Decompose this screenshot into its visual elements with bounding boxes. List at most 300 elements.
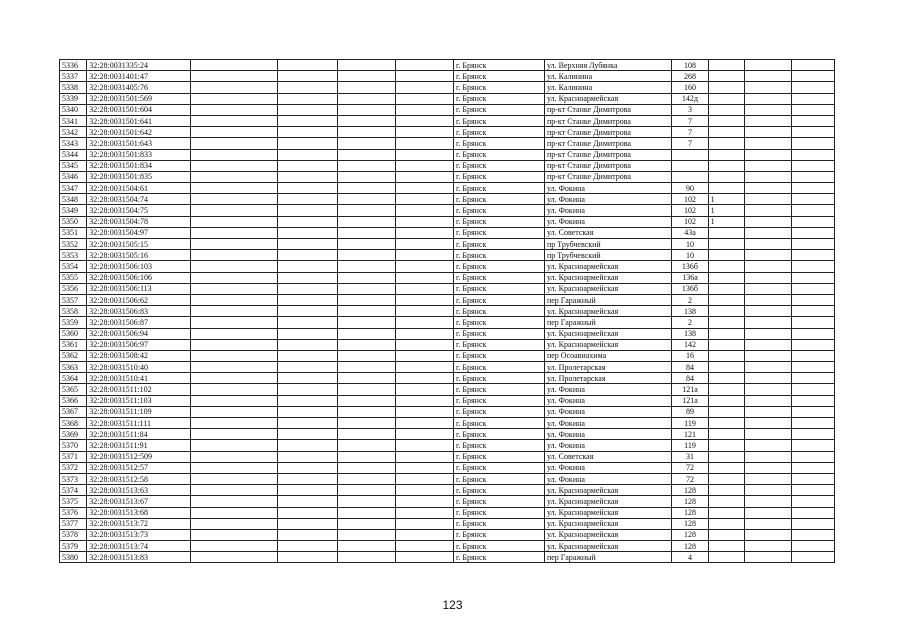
cell-flag bbox=[708, 496, 744, 507]
cell-house: 7 bbox=[672, 127, 708, 138]
cell-empty bbox=[745, 328, 791, 339]
cell-house: 102 bbox=[672, 205, 708, 216]
cell-empty bbox=[396, 115, 454, 126]
cell-empty bbox=[191, 317, 278, 328]
cell-empty bbox=[745, 496, 791, 507]
cell-empty bbox=[396, 194, 454, 205]
cell-empty bbox=[396, 71, 454, 82]
cell-cadastre: 32:28:0031513:67 bbox=[87, 496, 191, 507]
cell-n: 5336 bbox=[60, 60, 87, 71]
cell-empty bbox=[396, 552, 454, 563]
cell-house: 2 bbox=[672, 317, 708, 328]
cell-empty bbox=[396, 171, 454, 182]
cell-flag bbox=[708, 149, 744, 160]
cell-empty bbox=[745, 529, 791, 540]
cell-n: 5380 bbox=[60, 552, 87, 563]
cell-house: 72 bbox=[672, 462, 708, 473]
cell-empty bbox=[278, 429, 338, 440]
cell-empty bbox=[396, 485, 454, 496]
cell-cadastre: 32:28:0031512:509 bbox=[87, 451, 191, 462]
cell-empty bbox=[745, 339, 791, 350]
cell-empty bbox=[337, 71, 396, 82]
cell-cadastre: 32:28:0031512:57 bbox=[87, 462, 191, 473]
cell-empty bbox=[791, 216, 835, 227]
cell-empty bbox=[791, 473, 835, 484]
cell-street: пр-кт Станке Димитрова bbox=[544, 115, 671, 126]
cell-empty bbox=[396, 306, 454, 317]
cell-empty bbox=[396, 473, 454, 484]
cell-empty bbox=[396, 496, 454, 507]
cell-empty bbox=[396, 294, 454, 305]
cell-house: 89 bbox=[672, 406, 708, 417]
cell-empty bbox=[337, 529, 396, 540]
cell-empty bbox=[191, 250, 278, 261]
table-row bbox=[60, 227, 835, 238]
cell-city: г. Брянск bbox=[454, 294, 545, 305]
cell-empty bbox=[745, 350, 791, 361]
cell-empty bbox=[745, 71, 791, 82]
cell-empty bbox=[278, 552, 338, 563]
cell-flag bbox=[708, 93, 744, 104]
cell-city: г. Брянск bbox=[454, 60, 545, 71]
cell-city: г. Брянск bbox=[454, 518, 545, 529]
cell-street: ул. Фокина bbox=[544, 395, 671, 406]
table-row bbox=[60, 171, 835, 182]
cell-empty bbox=[191, 496, 278, 507]
cell-n: 5370 bbox=[60, 440, 87, 451]
cell-empty bbox=[745, 171, 791, 182]
cell-empty bbox=[191, 272, 278, 283]
cell-empty bbox=[396, 507, 454, 518]
cell-empty bbox=[396, 350, 454, 361]
cell-house: 16 bbox=[672, 350, 708, 361]
cell-empty bbox=[278, 529, 338, 540]
cell-house: 136а bbox=[672, 272, 708, 283]
cell-street: ул. Красноармейская bbox=[544, 261, 671, 272]
cell-city: г. Брянск bbox=[454, 541, 545, 552]
cell-empty bbox=[745, 507, 791, 518]
cell-empty bbox=[791, 328, 835, 339]
cell-empty bbox=[791, 93, 835, 104]
cell-cadastre: 32:28:0031501:641 bbox=[87, 115, 191, 126]
cell-empty bbox=[396, 429, 454, 440]
cell-n: 5346 bbox=[60, 171, 87, 182]
cell-house: 128 bbox=[672, 541, 708, 552]
cell-n: 5337 bbox=[60, 71, 87, 82]
cell-house bbox=[672, 160, 708, 171]
cell-city: г. Брянск bbox=[454, 462, 545, 473]
cell-n: 5364 bbox=[60, 373, 87, 384]
cell-city: г. Брянск bbox=[454, 339, 545, 350]
cell-city: г. Брянск bbox=[454, 429, 545, 440]
cell-n: 5342 bbox=[60, 127, 87, 138]
cell-empty bbox=[337, 518, 396, 529]
cell-cadastre: 32:28:0031504:74 bbox=[87, 194, 191, 205]
table-row bbox=[60, 496, 835, 507]
cell-empty bbox=[191, 384, 278, 395]
cell-empty bbox=[278, 183, 338, 194]
cell-empty bbox=[191, 171, 278, 182]
cell-house: 142д bbox=[672, 93, 708, 104]
cell-house: 102 bbox=[672, 194, 708, 205]
cell-n: 5365 bbox=[60, 384, 87, 395]
cell-empty bbox=[791, 496, 835, 507]
cell-cadastre: 32:28:0031511:102 bbox=[87, 384, 191, 395]
cell-empty bbox=[791, 250, 835, 261]
cell-empty bbox=[337, 406, 396, 417]
cell-empty bbox=[396, 395, 454, 406]
cell-flag bbox=[708, 406, 744, 417]
table-row bbox=[60, 529, 835, 540]
cell-street: пр Трубчевский bbox=[544, 250, 671, 261]
cell-n: 5349 bbox=[60, 205, 87, 216]
cell-empty bbox=[396, 60, 454, 71]
cell-street: ул. Пролетарская bbox=[544, 373, 671, 384]
cell-empty bbox=[278, 239, 338, 250]
cell-city: г. Брянск bbox=[454, 473, 545, 484]
cell-flag bbox=[708, 104, 744, 115]
table-row bbox=[60, 71, 835, 82]
cell-empty bbox=[337, 239, 396, 250]
table-row bbox=[60, 93, 835, 104]
cell-empty bbox=[191, 440, 278, 451]
cell-empty bbox=[278, 328, 338, 339]
cell-empty bbox=[396, 406, 454, 417]
cell-empty bbox=[396, 451, 454, 462]
table-row bbox=[60, 429, 835, 440]
cell-house: 128 bbox=[672, 518, 708, 529]
cell-city: г. Брянск bbox=[454, 496, 545, 507]
cell-empty bbox=[396, 518, 454, 529]
cell-house bbox=[672, 171, 708, 182]
table-row bbox=[60, 317, 835, 328]
cell-street: ул. Верхняя Лубянка bbox=[544, 60, 671, 71]
cell-empty bbox=[337, 138, 396, 149]
cell-empty bbox=[278, 138, 338, 149]
cell-flag bbox=[708, 138, 744, 149]
table-row bbox=[60, 473, 835, 484]
cell-empty bbox=[337, 250, 396, 261]
cell-empty bbox=[745, 406, 791, 417]
cell-city: г. Брянск bbox=[454, 250, 545, 261]
cell-cadastre: 32:28:0031501:642 bbox=[87, 127, 191, 138]
cell-house: 136б bbox=[672, 261, 708, 272]
cell-empty bbox=[791, 115, 835, 126]
cell-empty bbox=[278, 60, 338, 71]
cell-cadastre: 32:28:0031506:97 bbox=[87, 339, 191, 350]
cell-empty bbox=[337, 395, 396, 406]
cell-street: пр-кт Станке Димитрова bbox=[544, 160, 671, 171]
cell-n: 5343 bbox=[60, 138, 87, 149]
cell-city: г. Брянск bbox=[454, 194, 545, 205]
cell-street: пр Трубчевский bbox=[544, 239, 671, 250]
cell-city: г. Брянск bbox=[454, 384, 545, 395]
cell-empty bbox=[191, 239, 278, 250]
cell-empty bbox=[396, 93, 454, 104]
cell-empty bbox=[745, 362, 791, 373]
cell-empty bbox=[745, 395, 791, 406]
cell-empty bbox=[791, 71, 835, 82]
cell-n: 5341 bbox=[60, 115, 87, 126]
cell-empty bbox=[337, 205, 396, 216]
cell-empty bbox=[396, 250, 454, 261]
cell-flag bbox=[708, 261, 744, 272]
cell-street: пр-кт Станке Димитрова bbox=[544, 104, 671, 115]
cell-flag bbox=[708, 473, 744, 484]
cell-empty bbox=[337, 362, 396, 373]
cell-empty bbox=[396, 216, 454, 227]
cell-empty bbox=[791, 429, 835, 440]
cell-empty bbox=[791, 339, 835, 350]
table-row bbox=[60, 339, 835, 350]
cell-flag bbox=[708, 529, 744, 540]
cell-street: ул. Фокина bbox=[544, 462, 671, 473]
cell-empty bbox=[191, 462, 278, 473]
cell-empty bbox=[745, 518, 791, 529]
cell-empty bbox=[337, 350, 396, 361]
cell-n: 5363 bbox=[60, 362, 87, 373]
cell-street: ул. Красноармейская bbox=[544, 93, 671, 104]
cell-empty bbox=[337, 160, 396, 171]
cell-n: 5360 bbox=[60, 328, 87, 339]
cell-n: 5345 bbox=[60, 160, 87, 171]
cell-empty bbox=[396, 362, 454, 373]
cell-n: 5361 bbox=[60, 339, 87, 350]
cell-empty bbox=[278, 216, 338, 227]
cell-empty bbox=[745, 138, 791, 149]
cell-cadastre: 32:28:0031504:75 bbox=[87, 205, 191, 216]
cell-empty bbox=[745, 127, 791, 138]
table-row bbox=[60, 160, 835, 171]
cell-empty bbox=[791, 104, 835, 115]
cell-empty bbox=[337, 429, 396, 440]
cell-empty bbox=[337, 306, 396, 317]
cell-street: ул. Фокина bbox=[544, 473, 671, 484]
cell-empty bbox=[396, 384, 454, 395]
cell-n: 5373 bbox=[60, 473, 87, 484]
table-row bbox=[60, 451, 835, 462]
cell-empty bbox=[278, 115, 338, 126]
cell-flag bbox=[708, 541, 744, 552]
cell-house: 128 bbox=[672, 496, 708, 507]
cell-city: г. Брянск bbox=[454, 451, 545, 462]
cell-street: ул. Фокина bbox=[544, 183, 671, 194]
cell-cadastre: 32:28:0031505:15 bbox=[87, 239, 191, 250]
cell-cadastre: 32:28:0031508:42 bbox=[87, 350, 191, 361]
cell-street: ул. Красноармейская bbox=[544, 541, 671, 552]
cell-empty bbox=[745, 373, 791, 384]
cell-cadastre: 32:28:0031510:41 bbox=[87, 373, 191, 384]
cell-empty bbox=[745, 93, 791, 104]
cell-empty bbox=[191, 306, 278, 317]
cell-cadastre: 32:28:0031513:74 bbox=[87, 541, 191, 552]
cell-cadastre: 32:28:0031506:62 bbox=[87, 294, 191, 305]
cell-empty bbox=[278, 272, 338, 283]
cell-empty bbox=[791, 395, 835, 406]
cell-n: 5371 bbox=[60, 451, 87, 462]
cell-house: 142 bbox=[672, 339, 708, 350]
cell-house: 84 bbox=[672, 373, 708, 384]
cell-city: г. Брянск bbox=[454, 350, 545, 361]
cell-empty bbox=[191, 227, 278, 238]
cell-n: 5352 bbox=[60, 239, 87, 250]
cell-empty bbox=[745, 552, 791, 563]
cell-empty bbox=[396, 462, 454, 473]
cell-house: 121а bbox=[672, 395, 708, 406]
cell-empty bbox=[191, 82, 278, 93]
cell-empty bbox=[396, 283, 454, 294]
cell-flag bbox=[708, 250, 744, 261]
cell-city: г. Брянск bbox=[454, 82, 545, 93]
cell-city: г. Брянск bbox=[454, 552, 545, 563]
cell-city: г. Брянск bbox=[454, 138, 545, 149]
cell-n: 5350 bbox=[60, 216, 87, 227]
cell-house: 268 bbox=[672, 71, 708, 82]
table-row bbox=[60, 82, 835, 93]
cell-empty bbox=[745, 160, 791, 171]
cell-empty bbox=[337, 149, 396, 160]
cell-flag bbox=[708, 518, 744, 529]
cell-city: г. Брянск bbox=[454, 93, 545, 104]
table-row bbox=[60, 261, 835, 272]
cell-cadastre: 32:28:0031513:63 bbox=[87, 485, 191, 496]
cell-flag bbox=[708, 485, 744, 496]
cell-flag: 1 bbox=[708, 205, 744, 216]
cell-empty bbox=[791, 451, 835, 462]
cell-n: 5356 bbox=[60, 283, 87, 294]
cell-empty bbox=[791, 362, 835, 373]
cell-city: г. Брянск bbox=[454, 149, 545, 160]
cadastre-table bbox=[59, 59, 835, 563]
cell-empty bbox=[278, 440, 338, 451]
cell-empty bbox=[791, 239, 835, 250]
cell-street: ул. Калинина bbox=[544, 82, 671, 93]
cell-n: 5357 bbox=[60, 294, 87, 305]
cell-flag bbox=[708, 552, 744, 563]
cell-empty bbox=[337, 82, 396, 93]
table-row bbox=[60, 418, 835, 429]
cell-empty bbox=[791, 418, 835, 429]
cell-n: 5355 bbox=[60, 272, 87, 283]
cell-empty bbox=[396, 183, 454, 194]
cell-empty bbox=[278, 362, 338, 373]
cell-empty bbox=[791, 272, 835, 283]
cell-empty bbox=[191, 406, 278, 417]
table-row bbox=[60, 507, 835, 518]
cell-flag bbox=[708, 395, 744, 406]
table-row bbox=[60, 104, 835, 115]
cell-empty bbox=[745, 183, 791, 194]
cell-street: ул. Фокина bbox=[544, 429, 671, 440]
cell-flag bbox=[708, 127, 744, 138]
cell-empty bbox=[191, 216, 278, 227]
cell-street: ул. Красноармейская bbox=[544, 328, 671, 339]
cell-cadastre: 32:28:0031501:604 bbox=[87, 104, 191, 115]
cell-empty bbox=[191, 93, 278, 104]
cell-empty bbox=[278, 541, 338, 552]
cell-house: 90 bbox=[672, 183, 708, 194]
cell-empty bbox=[396, 205, 454, 216]
cell-empty bbox=[278, 160, 338, 171]
cell-street: ул. Фокина bbox=[544, 194, 671, 205]
table-row bbox=[60, 518, 835, 529]
cell-empty bbox=[337, 104, 396, 115]
cell-empty bbox=[396, 328, 454, 339]
cell-flag: 1 bbox=[708, 194, 744, 205]
cell-flag bbox=[708, 171, 744, 182]
cell-city: г. Брянск bbox=[454, 306, 545, 317]
cell-house: 3 bbox=[672, 104, 708, 115]
cell-city: г. Брянск bbox=[454, 227, 545, 238]
cell-empty bbox=[396, 541, 454, 552]
cell-empty bbox=[278, 294, 338, 305]
cell-street: ул. Пролетарская bbox=[544, 362, 671, 373]
cell-house: 128 bbox=[672, 529, 708, 540]
cell-street: ул. Фокина bbox=[544, 205, 671, 216]
cell-cadastre: 32:28:0031513:73 bbox=[87, 529, 191, 540]
cell-empty bbox=[191, 294, 278, 305]
cell-cadastre: 32:28:0031501:835 bbox=[87, 171, 191, 182]
cell-empty bbox=[396, 373, 454, 384]
cell-house: 119 bbox=[672, 418, 708, 429]
cell-empty bbox=[791, 306, 835, 317]
cell-cadastre: 32:28:0031511:111 bbox=[87, 418, 191, 429]
cell-flag bbox=[708, 317, 744, 328]
cell-cadastre: 32:28:0031513:72 bbox=[87, 518, 191, 529]
cell-house: 128 bbox=[672, 507, 708, 518]
cell-empty bbox=[337, 183, 396, 194]
cell-empty bbox=[337, 216, 396, 227]
cell-city: г. Брянск bbox=[454, 239, 545, 250]
cell-empty bbox=[191, 71, 278, 82]
cell-flag: 1 bbox=[708, 216, 744, 227]
cell-empty bbox=[745, 429, 791, 440]
cell-cadastre: 32:28:0031405:76 bbox=[87, 82, 191, 93]
table-row bbox=[60, 328, 835, 339]
cell-empty bbox=[745, 283, 791, 294]
cell-empty bbox=[745, 205, 791, 216]
cell-house: 10 bbox=[672, 250, 708, 261]
cell-flag bbox=[708, 294, 744, 305]
cell-empty bbox=[337, 93, 396, 104]
cell-empty bbox=[745, 261, 791, 272]
cell-n: 5379 bbox=[60, 541, 87, 552]
cell-empty bbox=[337, 227, 396, 238]
table-row bbox=[60, 183, 835, 194]
cell-flag bbox=[708, 227, 744, 238]
cell-empty bbox=[791, 227, 835, 238]
cell-city: г. Брянск bbox=[454, 115, 545, 126]
cell-empty bbox=[337, 194, 396, 205]
cell-flag bbox=[708, 82, 744, 93]
cell-street: ул. Красноармейская bbox=[544, 306, 671, 317]
cell-street: ул. Красноармейская bbox=[544, 283, 671, 294]
cell-empty bbox=[191, 473, 278, 484]
cell-city: г. Брянск bbox=[454, 373, 545, 384]
cell-empty bbox=[396, 127, 454, 138]
cell-empty bbox=[278, 473, 338, 484]
cell-street: пер Гаражный bbox=[544, 552, 671, 563]
cell-empty bbox=[396, 149, 454, 160]
cell-empty bbox=[337, 373, 396, 384]
cell-flag bbox=[708, 283, 744, 294]
cell-city: г. Брянск bbox=[454, 529, 545, 540]
cell-empty bbox=[278, 227, 338, 238]
cell-empty bbox=[337, 462, 396, 473]
cell-empty bbox=[337, 541, 396, 552]
cell-empty bbox=[745, 384, 791, 395]
table-row bbox=[60, 462, 835, 473]
